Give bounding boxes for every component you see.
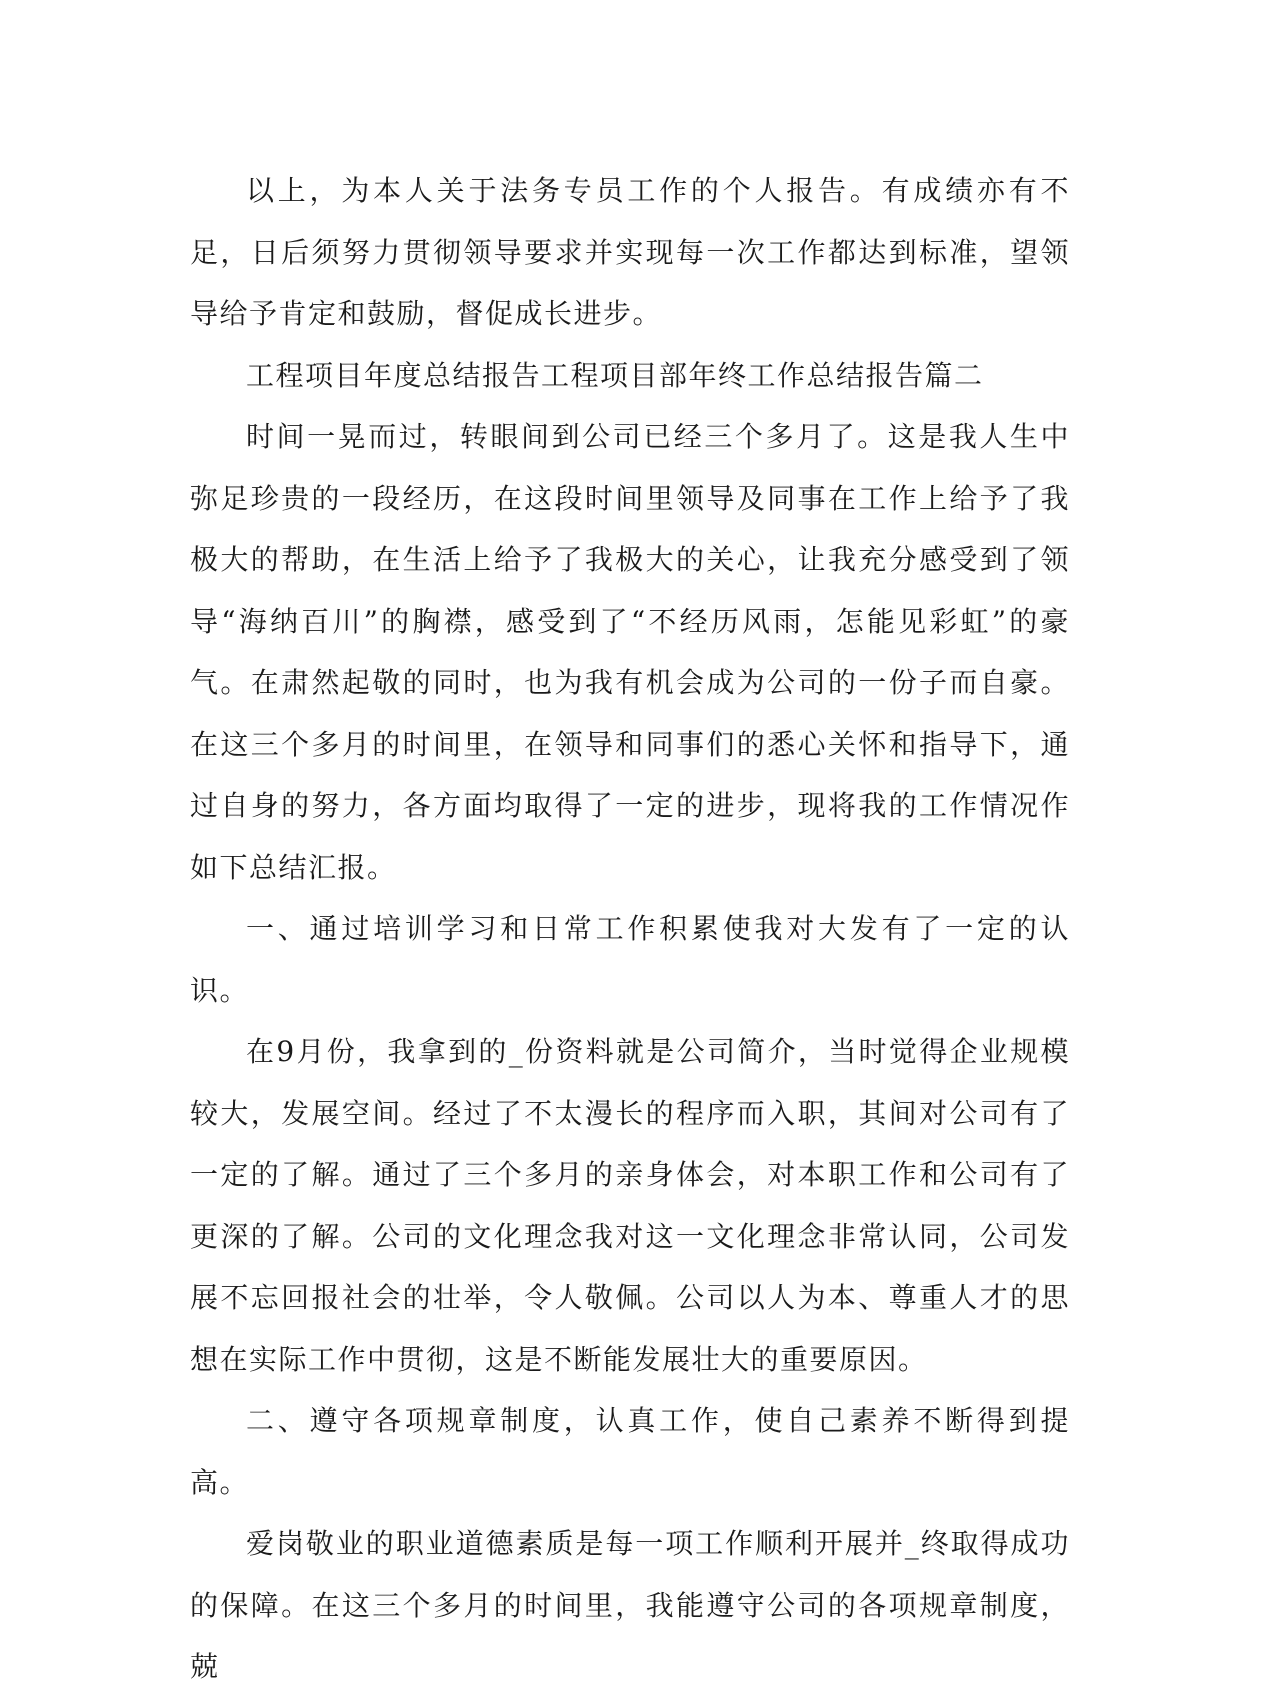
heading-point-two: 二、遵守各项规章制度，认真工作，使自己素养不断得到提高。: [190, 1404, 1070, 1499]
paragraph-conclusion: 以上，为本人关于法务专员工作的个人报告。有成绩亦有不足，日后须努力贯彻领导要求并实现每一次工作都达到标准，望领导给予肯定和鼓励，督促成长进步。: [190, 174, 1070, 330]
section-title: 工程项目年度总结报告工程项目部年终工作总结报告篇二: [246, 358, 984, 392]
paragraph-point-one: 在9月份，我拿到的_份资料就是公司简介，当时觉得企业规模较大，发展空间。经过了不太漫长的程序而入职，其间对公司有了一定的了解。通过了三个多月的亲身体会，对本职工作和公司有了更深的了解。公司的文化理念我对这一文化理念非常认同，公司发展不忘回报社会的壮举，令人敬佩。公司以人为本、尊重人才的思想在实际工作中贯彻，这是不断能发展壮大的重要原因。: [190, 1035, 1070, 1376]
document-body: [190, 160, 1070, 1698]
paragraph-intro: 时间一晃而过，转眼间到公司已经三个多月了。这是我人生中弥足珍贵的一段经历，在这段时间里领导及同事在工作上给予了我极大的帮助，在生活上给予了我极大的关心，让我充分感受到了领导“海纳百川”的胸襟，感受到了“不经历风雨，怎能见彩虹”的豪气。在肃然起敬的同时，也为我有机会成为公司的一份子而自豪。在这三个多月的时间里，在领导和同事们的悉心关怀和指导下，通过自身的努力，各方面均取得了一定的进步，现将我的工作情况作如下总结汇报。: [190, 420, 1070, 884]
heading-point-one: 一、通过培训学习和日常工作积累使我对大发有了一定的认识。: [190, 912, 1070, 1007]
paragraph-point-two: 爱岗敬业的职业道德素质是每一项工作顺利开展并_终取得成功的保障。在这三个多月的时间里，我能遵守公司的各项规章制度，兢: [190, 1527, 1070, 1683]
